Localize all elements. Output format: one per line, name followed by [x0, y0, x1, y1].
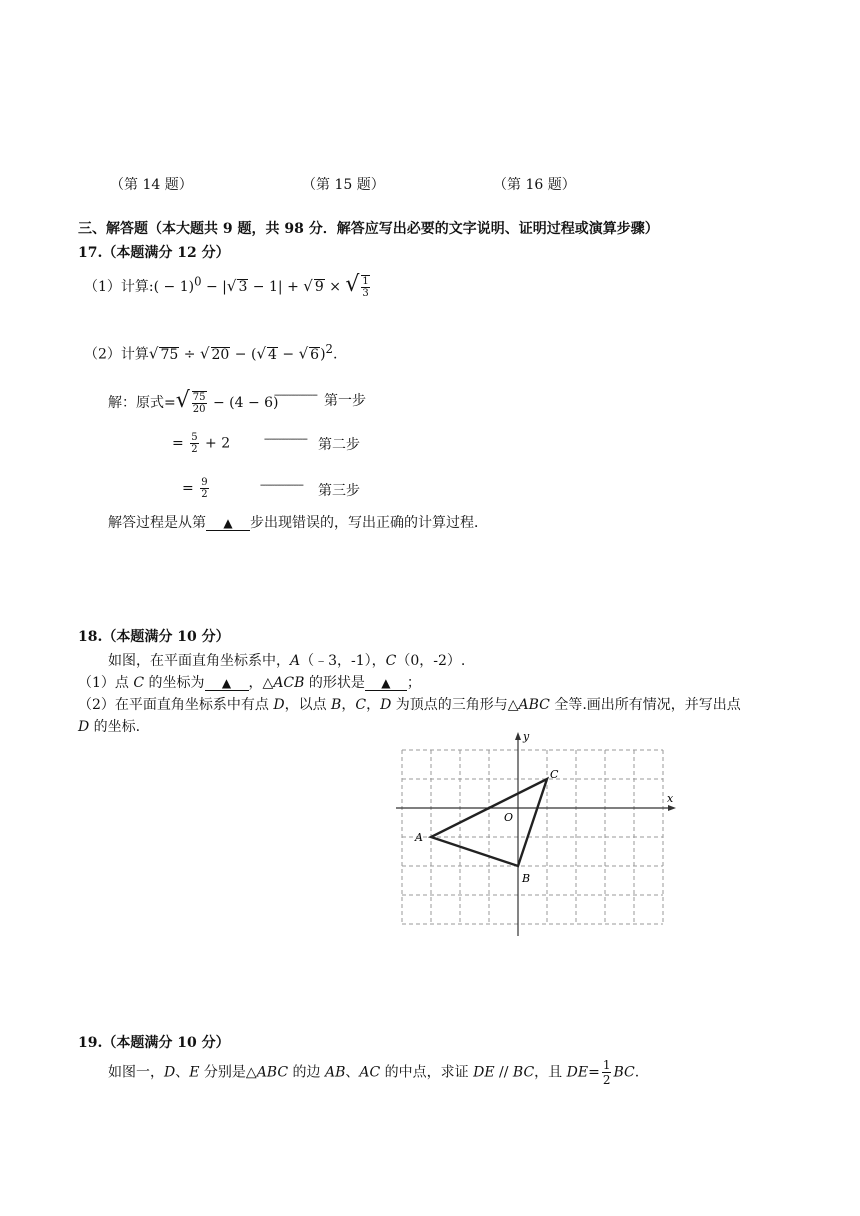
- q17-sol-line1: 解：原式=√ $\frac{75}{20}$ − (4 − 6): [108, 388, 279, 415]
- q17-header: 17.（本题满分 12 分）: [78, 245, 230, 261]
- caption-q15: （第 15 题）: [302, 177, 385, 193]
- q17-part2: （2）计算√ 75 ÷ √ 20 − (√ 4 − √ 6)$^2$.: [84, 342, 338, 363]
- answer-blank[interactable]: ▲: [365, 676, 407, 691]
- grid: [402, 750, 663, 924]
- q17-step3: 第三步: [318, 483, 360, 499]
- q17-step2: 第二步: [318, 437, 360, 453]
- point-c-label: C: [550, 768, 559, 781]
- origin-label: O: [504, 811, 514, 824]
- point-a-label: A: [415, 831, 423, 844]
- q17-step1: 第一步: [324, 393, 366, 409]
- x-axis-label: x: [667, 792, 674, 805]
- q18-header: 18.（本题满分 10 分）: [78, 629, 230, 645]
- q17-sol-line3: = $\frac{9}{2}$: [182, 477, 208, 500]
- answer-blank[interactable]: ▲: [206, 516, 250, 531]
- q19-text: 如图一，D、E 分别是△ABC 的边 AB、AC 的中点，求证 DE // BC，且 DE= $\frac{1}{2}$ BC.: [108, 1058, 640, 1087]
- y-axis-arrow: [515, 732, 521, 740]
- caption-q14: （第 14 题）: [110, 177, 193, 193]
- q18-part2-cont: D 的坐标.: [78, 719, 141, 735]
- q18-intro: 如图，在平面直角坐标系中，A（﹣3，-1），C（0，-2）.: [108, 653, 466, 669]
- caption-q16: （第 16 题）: [493, 177, 576, 193]
- q18-part1: （1）点 C 的坐标为 ▲ ，△ACB 的形状是 ▲ ；: [78, 675, 421, 691]
- coordinate-figure: [390, 730, 690, 940]
- q18-part2: （2）在平面直角坐标系中有点 D，以点 B，C，D 为顶点的三角形与△ABC 全等.画出所有情况，并写出点: [78, 697, 741, 713]
- answer-blank[interactable]: ▲: [205, 676, 249, 691]
- q17-part1: （1）计算:( − 1)$^0$ − |√ 3 − 1| + √ 9 × √ $\frac{1}{3}$: [84, 272, 369, 299]
- q17-dash2: ------------------: [264, 434, 307, 445]
- section-title: 三、解答题（本大题共 9 题，共 98 分．解答应写出必要的文字说明、证明过程或演算步骤）: [78, 221, 659, 237]
- q19-header: 19.（本题满分 10 分）: [78, 1035, 230, 1051]
- x-axis-arrow: [668, 805, 676, 811]
- q17-dash1: ------------------: [274, 390, 317, 401]
- y-axis-label: y: [523, 730, 530, 743]
- q17-dash3: ------------------: [260, 480, 303, 491]
- q17-error-line: 解答过程是从第 ▲ 步出现错误的，写出正确的计算过程．: [108, 515, 488, 531]
- q17-sol-line2: = $\frac{5}{2}$ + 2: [172, 432, 231, 455]
- point-b-label: B: [522, 872, 531, 885]
